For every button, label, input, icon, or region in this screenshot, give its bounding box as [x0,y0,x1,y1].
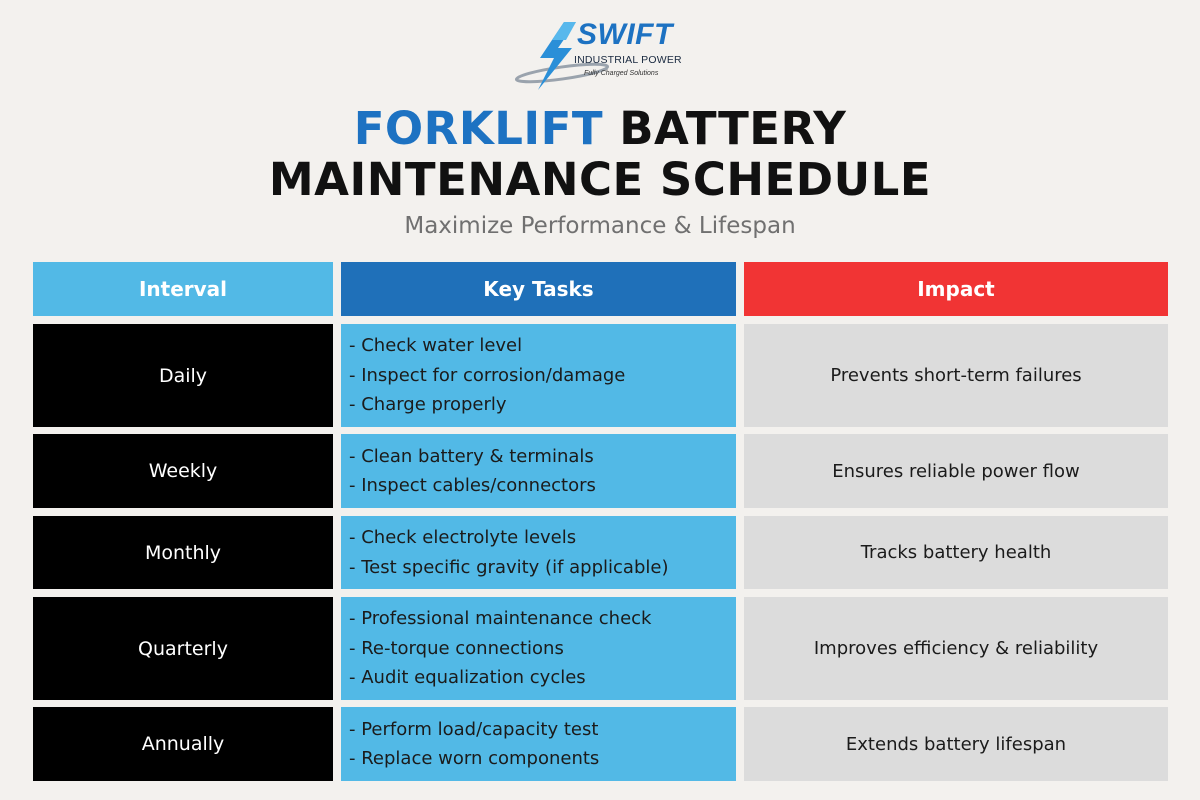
task-item: - Audit equalization cycles [349,667,586,689]
task-item: - Professional maintenance check [349,608,652,630]
title-word: BATTERY [619,102,847,155]
tasks-cell-annually [341,707,736,781]
tasks-cell-quarterly [341,597,736,700]
impact-cell-daily: Prevents short-term failures [744,324,1168,427]
task-item: - Perform load/capacity test [349,718,599,740]
task-item: - Inspect for corrosion/damage [349,364,626,386]
task-item: - Check electrolyte levels [349,527,577,548]
interval-cell-daily: Daily [33,324,333,427]
impact-cell-annually: Extends battery lifespan [744,707,1168,781]
impact-cell-monthly: Tracks battery health [744,516,1168,589]
tasks-cell-monthly [341,516,736,589]
impact-cell-quarterly: Improves efficiency & reliability [744,597,1168,700]
header-key-tasks: Key Tasks [341,262,736,316]
task-item: - Re-torque connections [349,637,564,659]
interval-cell-weekly: Weekly [33,434,333,508]
logo-subline: INDUSTRIAL POWER [574,54,682,66]
task-item: - Replace worn components [349,748,600,769]
swift-logo [514,18,694,96]
logo-tagline: Fully Charged Solutions [584,70,659,77]
header-interval: Interval [33,262,333,316]
title-accent-word: FORKLIFT [353,102,604,155]
task-item: - Inspect cables/connectors [349,475,596,496]
header-impact: Impact [744,262,1168,316]
interval-cell-monthly: Monthly [33,516,333,589]
logo-brand-text: SWIFT [577,18,673,51]
page-subtitle: Maximize Performance & Lifespan [404,213,796,239]
page-title-line-2: MAINTENANCE SCHEDULE [268,153,932,206]
impact-cell-weekly: Ensures reliable power flow [744,434,1168,508]
tasks-cell-weekly [341,434,736,508]
task-item: - Charge properly [349,394,507,416]
task-item: - Test specific gravity (if applicable) [349,556,669,578]
task-item: - Clean battery & terminals [349,445,594,467]
interval-cell-annually: Annually [33,707,333,781]
task-item: - Check water level [349,335,523,357]
interval-cell-quarterly: Quarterly [33,597,333,700]
tasks-cell-daily [341,324,736,427]
page-title-line-1 [0,103,1200,155]
